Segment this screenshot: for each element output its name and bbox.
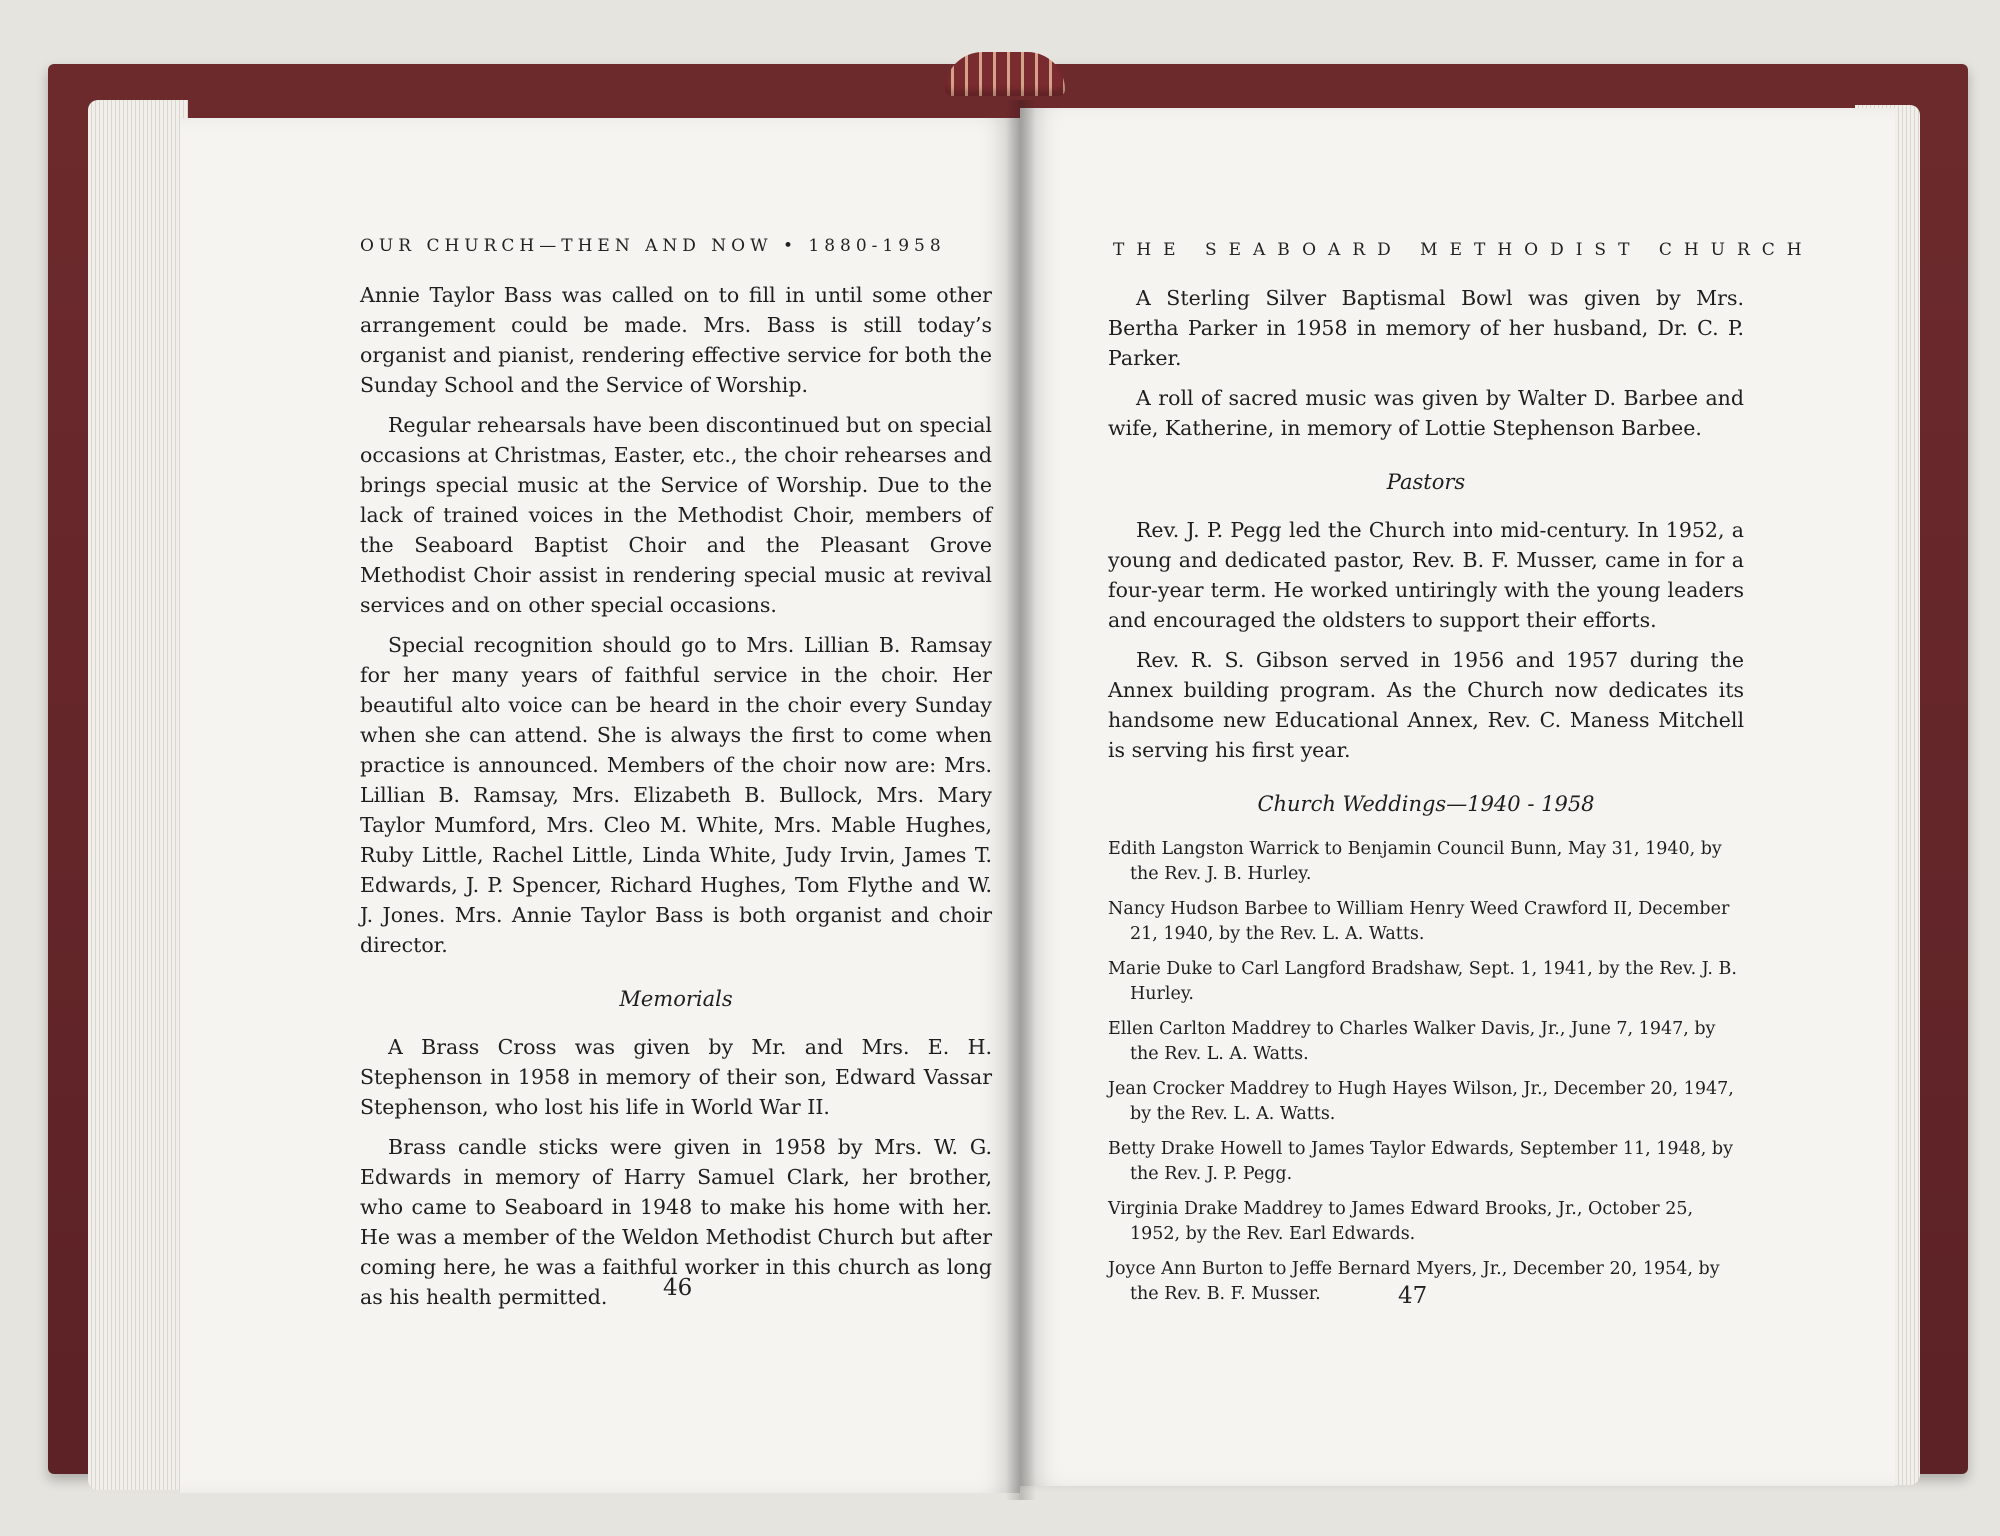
left-page-text <box>360 280 992 1322</box>
left-paragraph-5: Brass candle sticks were given in 1958 by Mrs. W. G. Edwards in memory of Harry Samuel Clark, her brother, who came to Seaboard in 1948 to make his home with her. He was a member of the Weldon Methodist Church but after coming here, he was a faithful worker in this church as long as his health permitted. <box>360 1135 992 1309</box>
right-paragraph-4: Rev. R. S. Gibson served in 1956 and 1957 during the Annex building program. As the Church now dedicates its handsome new Educational Annex, Rev. C. Maness Mitchell is serving his first year. <box>1108 648 1744 762</box>
right-running-head: THE SEABOARD METHODIST CHURCH <box>1113 240 1814 260</box>
left-page-number: 46 <box>663 1275 693 1301</box>
right-paragraph-3: Rev. J. P. Pegg led the Church into mid-century. In 1952, a young and dedicated pastor, Rev. B. F. Musser, came in for a four-year term. He worked untiringly with the young leaders and encouraged the oldsters to support their efforts. <box>1108 518 1744 632</box>
left-paragraph-4: A Brass Cross was given by Mr. and Mrs. E. H. Stephenson in 1958 in memory of their son, Edward Vassar Stephenson, who lost his life in World War II. <box>360 1035 992 1119</box>
wedding-entry: Marie Duke to Carl Langford Bradshaw, Sept. 1, 1941, by the Rev. J. B. Hurley. <box>1108 959 1737 1004</box>
wedding-entry: Virginia Drake Maddrey to James Edward Brooks, Jr., October 25, 1952, by the Rev. Earl Edwards. <box>1108 1199 1694 1244</box>
left-paragraph-2: Regular rehearsals have been discontinued but on special occasions at Christmas, Easter, etc., the choir rehearses and brings special music at the Service of Worship. Due to the lack of trained voices in the Methodist Choir, members of the Seaboard Baptist Choir and the Pleasant Grove Methodist Choir assist in rendering special music at revival services and on other special occasions. <box>360 413 992 617</box>
left-paragraph-3: Special recognition should go to Mrs. Lillian B. Ramsay for her many years of faithful service in the choir. Her beautiful alto voice can be heard in the choir every Sunday when she can attend. She is always the first to come when practice is announced. Members of the choir now are: Mrs. Lillian B. Ramsay, Mrs. Elizabeth B. Bullock, Mrs. Mary Taylor Mumford, Mrs. Cleo M. White, Mrs. Mable Hughes, Ruby Little, Rachel Little, Linda White, Judy Irvin, James T. Edwards, J. P. Spencer, Richard Hughes, Tom Flythe and W. J. Jones. Mrs. Annie Taylor Bass is both organist and choir director. <box>360 633 992 957</box>
pastors-heading: Pastors <box>1386 470 1466 494</box>
weddings-list <box>1108 837 1744 1307</box>
memorials-heading: Memorials <box>619 987 733 1011</box>
wedding-entry: Nancy Hudson Barbee to William Henry Weed Crawford II, December 21, 1940, by the Rev. L. A. Watts. <box>1108 899 1730 944</box>
right-paragraph-1: A Sterling Silver Baptismal Bowl was given by Mrs. Bertha Parker in 1958 in memory of her husband, Dr. C. P. Parker. <box>1108 286 1744 370</box>
left-running-head: OUR CHURCH—THEN AND NOW • 1880-1958 <box>360 236 946 256</box>
wedding-entry: Betty Drake Howell to James Taylor Edwards, September 11, 1948, by the Rev. J. P. Pegg. <box>1108 1139 1733 1184</box>
wedding-entry: Ellen Carlton Maddrey to Charles Walker Davis, Jr., June 7, 1947, by the Rev. L. A. Watts. <box>1108 1019 1716 1064</box>
book-headband <box>945 52 1065 96</box>
left-page-edges <box>88 100 188 1490</box>
wedding-entry: Edith Langston Warrick to Benjamin Council Bunn, May 31, 1940, by the Rev. J. B. Hurley. <box>1108 839 1722 884</box>
wedding-entry: Joyce Ann Burton to Jeffe Bernard Myers, Jr., December 20, 1954, by the Rev. B. F. Musser. <box>1108 1259 1720 1304</box>
left-paragraph-1: Annie Taylor Bass was called on to fill in until some other arrangement could be made. Mrs. Bass is still today’s organist and pianist, rendering effective service for both the Sunday School and the Service of Worship. <box>360 283 992 397</box>
right-paragraph-2: A roll of sacred music was given by Walter D. Barbee and wife, Katherine, in memory of Lottie Stephenson Barbee. <box>1108 386 1744 440</box>
wedding-entry: Jean Crocker Maddrey to Hugh Hayes Wilson, Jr., December 20, 1947, by the Rev. L. A. Watts. <box>1108 1079 1734 1124</box>
book-gutter <box>1006 100 1036 1500</box>
right-page-number: 47 <box>1398 1283 1428 1309</box>
right-page-text <box>1108 283 1744 1317</box>
weddings-heading: Church Weddings—1940 - 1958 <box>1257 792 1595 816</box>
